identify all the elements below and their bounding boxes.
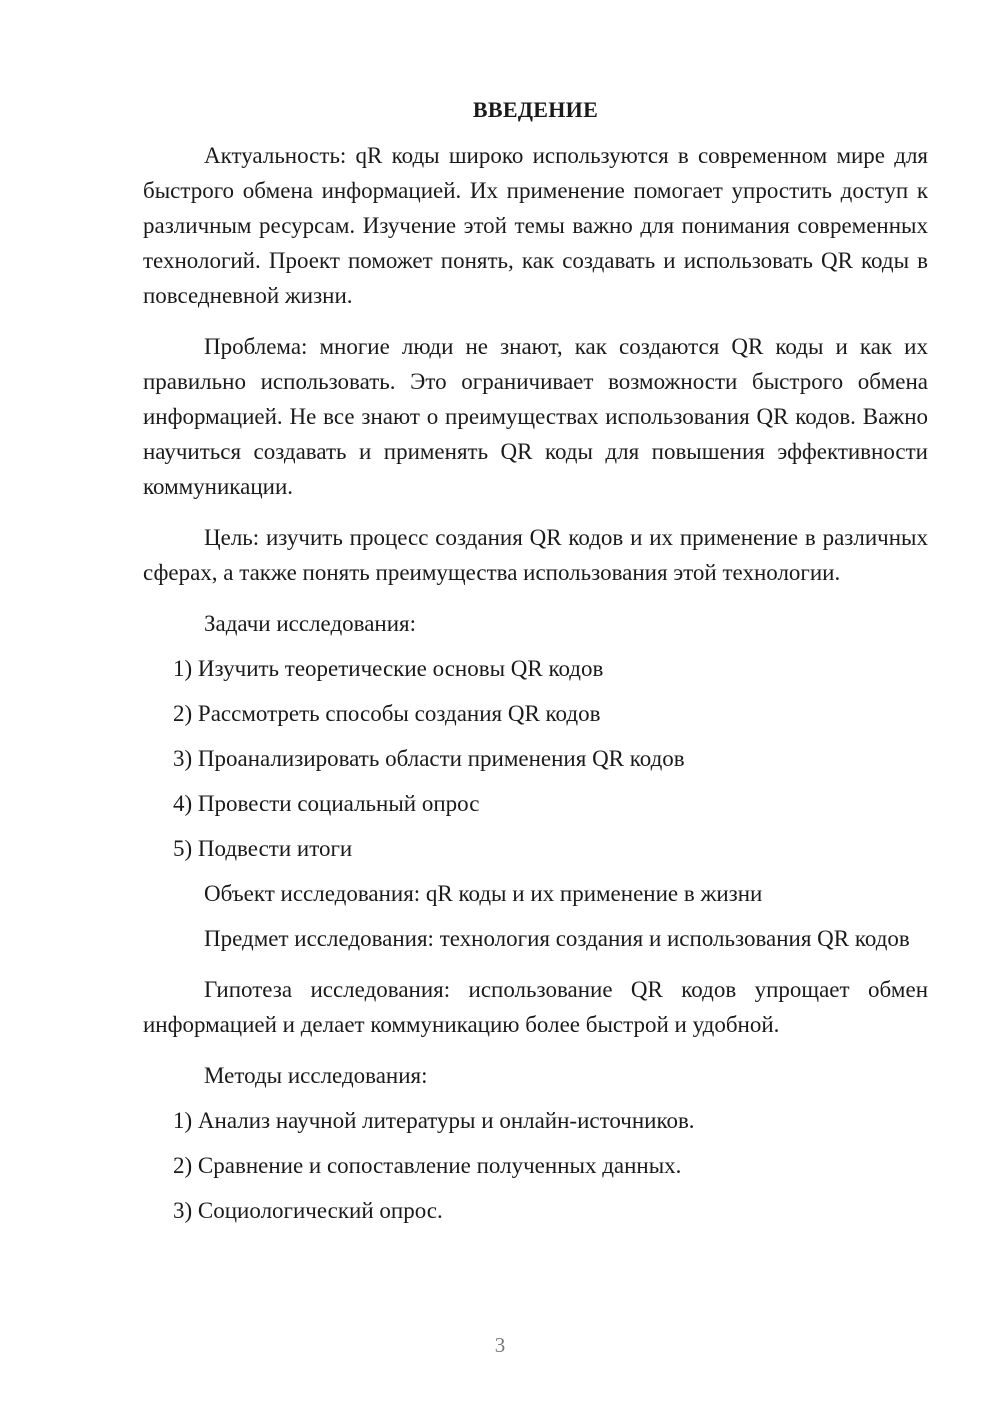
tasks-list: [143, 651, 928, 866]
page-number: 3: [494, 1333, 506, 1357]
method-item: 2) Сравнение и сопоставление полученных данных.: [173, 1153, 682, 1178]
method-item: 1) Анализ научной литературы и онлайн-источников.: [173, 1108, 695, 1133]
document-body: [143, 96, 928, 1238]
methods-heading: Методы исследования:: [204, 1063, 428, 1088]
task-item: 4) Провести социальный опрос: [173, 791, 480, 816]
task-item: 5) Подвести итоги: [173, 836, 353, 861]
task-item: 2) Рассмотреть способы создания QR кодов: [173, 701, 601, 726]
hypothesis-paragraph: Гипотеза исследования: использование QR кодов упрощает обмен информацией и делает коммуникацию более быстрой и удобной.: [143, 977, 928, 1037]
subject-paragraph: Предмет исследования: технология создания и использования QR кодов: [204, 926, 910, 951]
methods-list: [143, 1103, 928, 1228]
task-item: 3) Проанализировать области применения QR кодов: [173, 746, 685, 771]
method-item: 3) Социологический опрос.: [173, 1198, 443, 1223]
relevance-paragraph: Актуальность: qR коды широко используются в современном мире для быстрого обмена информацией. Их применение помогает упростить доступ к различным ресурсам. Изучение этой темы важно для понимания современных технологий. Проект поможет понять, как создавать и использовать QR коды в повседневной жизни.: [143, 143, 928, 308]
page-title: ВВЕДЕНИЕ: [472, 97, 599, 122]
task-item: 1) Изучить теоретические основы QR кодов: [173, 656, 604, 681]
goal-paragraph: Цель: изучить процесс создания QR кодов и их применение в различных сферах, а также понять преимущества использования этой технологии.: [143, 525, 928, 585]
object-line: Объект исследования: qR коды и их применение в жизни: [204, 881, 763, 906]
problem-paragraph: Проблема: многие люди не знают, как создаются QR коды и как их правильно использовать. Это ограничивает возможности быстрого обмена информацией. Не все знают о преимуществах использования QR кодов. Важно научиться создавать и применять QR коды для повышения эффективности коммуникации.: [143, 334, 928, 499]
tasks-heading: Задачи исследования:: [204, 611, 417, 636]
